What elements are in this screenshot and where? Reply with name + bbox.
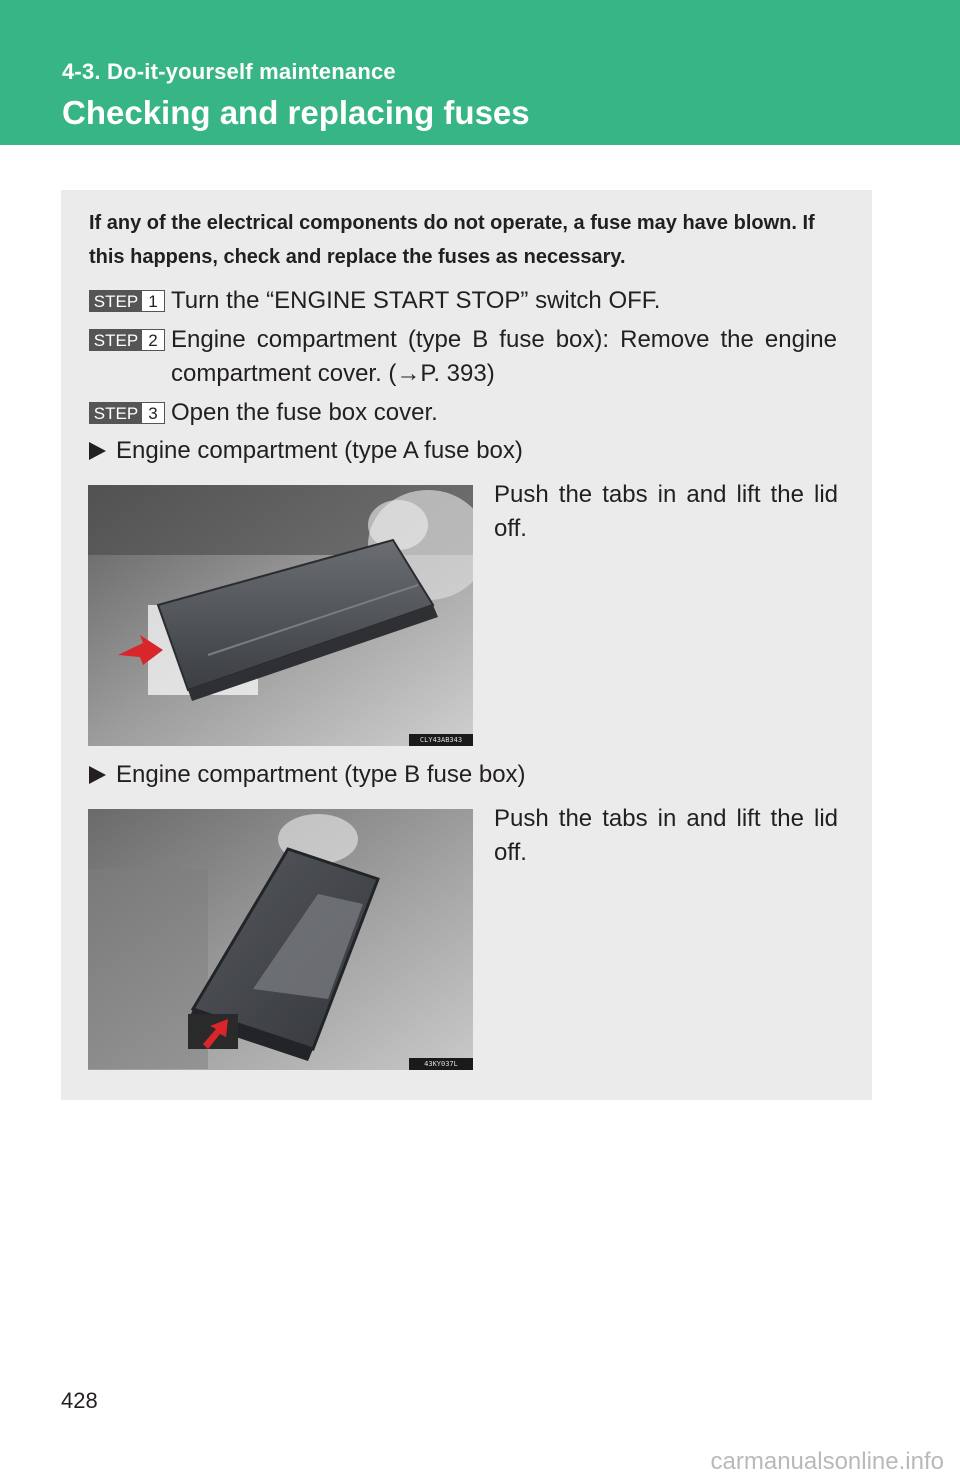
step-text: Open the fuse box cover. [171,399,438,426]
fuse-box-b-photo [88,809,473,1070]
step-badge-number: 1 [142,291,164,311]
image-code: 43KY037L [409,1058,473,1070]
step-badge-label: STEP [90,330,142,350]
step-badge-label: STEP [90,403,142,423]
page-number: 428 [61,1388,98,1413]
subsection-heading-text: Engine compartment (type B fuse box) [116,761,526,788]
step-badge [89,402,165,424]
image-code: CLY43AB343 [409,734,473,746]
step-badge [89,290,165,312]
caption-type-b: Push the tabs in and lift the lid off. [494,805,838,866]
section-label: 4-3. Do-it-yourself maintenance [62,59,396,84]
content-panel [61,190,872,1100]
step-badge [89,329,165,351]
step-badge-number: 3 [142,403,164,423]
step-badge-label: STEP [90,291,142,311]
intro-text: If any of the electrical components do not operate, a fuse may have blown. If this happens, check and replace the fuses as necessary. [89,212,815,268]
step-text: Turn the “ENGINE START STOP” switch OFF. [171,287,661,314]
subsection-heading-text: Engine compartment (type A fuse box) [116,437,523,464]
subsection-heading-type-a [89,434,523,468]
page-title: Checking and replacing fuses [62,94,530,131]
triangle-bullet-icon [89,442,106,460]
step-badge-number: 2 [142,330,164,350]
subsection-heading-type-b [89,758,526,792]
fuse-box-a-photo [88,485,473,746]
page-header [0,0,960,145]
step-text: Engine compartment (type B fuse box): Remove the engine compartment cover. (→P. 393) [171,326,837,387]
watermark: carmanualsonline.info [710,1448,944,1475]
caption-type-a: Push the tabs in and lift the lid off. [494,481,838,542]
triangle-bullet-icon [89,766,106,784]
